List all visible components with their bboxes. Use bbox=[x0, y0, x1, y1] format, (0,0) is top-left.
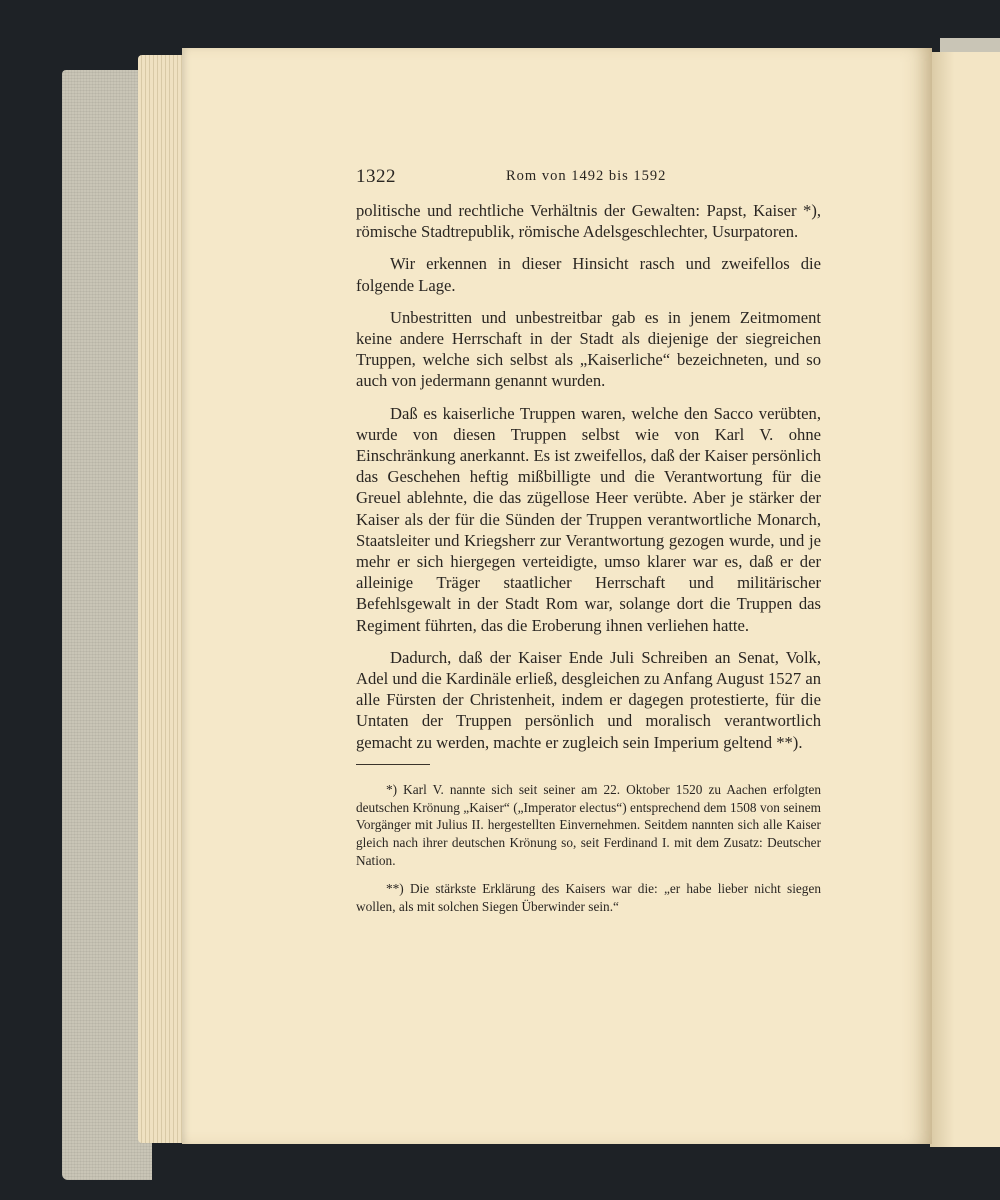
footnote-divider bbox=[356, 764, 430, 765]
footnote: *) Karl V. nannte sich seit seiner am 22. Oktober 1520 zu Aachen erfolgten deutschen Krönung „Kaiser“ („Imperator electus“) entsprechend dem 1508 von seinem Vorgänger mit Julius II. hergestellten Einvernehmen. Seitdem nannten sich alle Kaiser gleich nach ihrer deutschen Krönung so, seit Ferdinand I. mit dem Zusatz: Deutscher Nation. bbox=[356, 781, 821, 869]
book-cover-top-edge bbox=[940, 38, 1000, 52]
page-number: 1322 bbox=[356, 166, 396, 187]
paragraph: Dadurch, daß der Kaiser Ende Juli Schreiben an Senat, Volk, Adel und die Kardinäle erließ, desgleichen zu Anfang August 1527 an alle Fürsten der Christenheit, indem er dagegen protestierte, für die Untaten der Truppen persönlich und moralisch verantwortlich gemacht zu werden, machte er zugleich sein Imperium geltend **). bbox=[356, 647, 821, 752]
paragraph-continuation: politische und rechtliche Verhältnis der Gewalten: Papst, Kaiser *), römische Stadtrepublik, römische Adelsgeschlechter, Usurpatoren. bbox=[356, 201, 821, 242]
facing-page-edge bbox=[930, 52, 1000, 1147]
paragraph: Wir erkennen in dieser Hinsicht rasch und zweifellos die folgende Lage. bbox=[356, 254, 821, 295]
paragraph: Daß es kaiserliche Truppen waren, welche den Sacco verübten, wurde von diesen Truppen selbst wie von Karl V. ohne Einschränkung anerkannt. Es ist zweifellos, daß der Kaiser persönlich das Geschehen heftig mißbilligte und die Verantwortung für die Greuel ablehnte, die das zügellose Heer verübte. Aber je stärker der Kaiser als der für die Sünden der Truppen verantwortliche Monarch, Staatsleiter und Kriegsherr zur Verantwortung gezogen wurde, und je mehr er sich hiergegen verteidigte, umso klarer war es, daß er der alleinige Träger staatlicher Herrschaft und militärischer Befehlsgewalt in der Stadt Rom war, solange dort die Truppen das Regiment führten, das die Eroberung ihnen verliehen hatte. bbox=[356, 403, 821, 635]
running-head bbox=[356, 166, 821, 194]
footnote: **) Die stärkste Erklärung des Kaisers war die: „er habe lieber nicht siegen wollen, als mit solchen Siegen Überwinder sein.“ bbox=[356, 880, 821, 914]
running-title: Rom von 1492 bis 1592 bbox=[506, 168, 667, 184]
page-edges bbox=[138, 55, 188, 1143]
page-text-block bbox=[356, 166, 821, 925]
paragraph: Unbestritten und unbestreitbar gab es in jenem Zeitmoment keine andere Herrschaft in der Stadt als diejenige der siegreichen Truppen, welche sich selbst als „Kaiserliche“ bezeichneten, und so auch von jedermann genannt wurden. bbox=[356, 307, 821, 391]
